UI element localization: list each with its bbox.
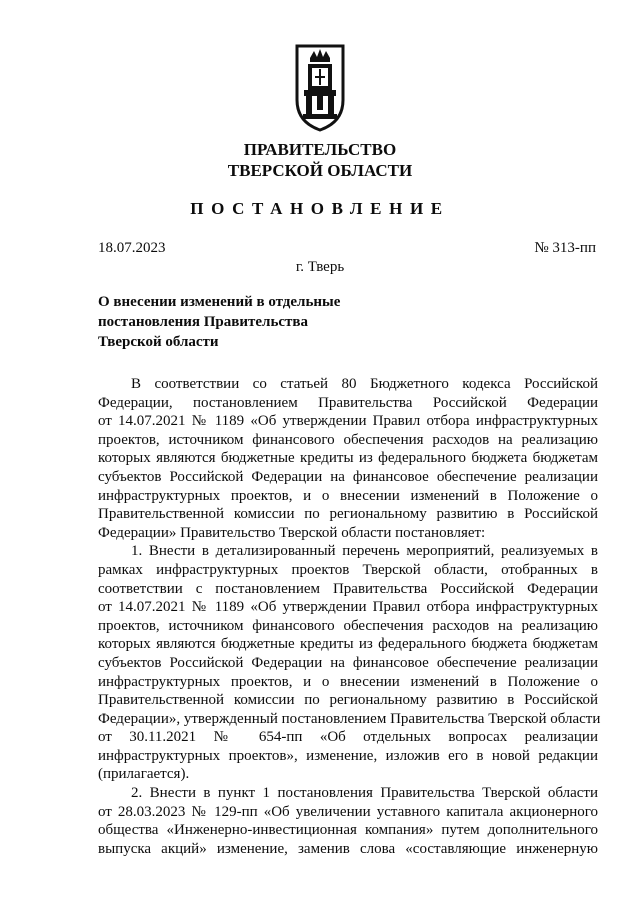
body-line: 1. Внести в детализированный перечень мероприятий, реализуемых в bbox=[131, 543, 598, 560]
body-line: рамках инфраструктурных проектов Тверской области, отобранных в bbox=[98, 561, 598, 578]
document-subject bbox=[98, 292, 340, 352]
body-line: выпуска акций» изменение, заменив слова «составляющие инженерную bbox=[98, 840, 598, 857]
body-line: от 30.11.2021 № 654-пп «Об отдельных вопросах реализации bbox=[98, 729, 598, 746]
subject-line: постановления Правительства bbox=[98, 314, 308, 330]
body-line: которых являются бюджетные кредиты из федерального бюджета бюджетам bbox=[98, 636, 598, 653]
body-line: В соответствии со статьей 80 Бюджетного кодекса Российской bbox=[131, 376, 598, 392]
body-line: инфраструктурных проектов, и о внесении изменений в Положение о bbox=[98, 487, 598, 504]
body-line: Федерации», утвержденный постановлением Правительства Тверской области bbox=[98, 710, 601, 727]
government-name-line1: ПРАВИТЕЛЬСТВО bbox=[243, 140, 397, 159]
body-paragraph bbox=[98, 784, 598, 858]
body-line: которых являются бюджетные кредиты из федерального бюджета бюджетам bbox=[98, 450, 598, 467]
document-city: г. Тверь bbox=[295, 259, 345, 275]
body-line: Правительственной комиссии по региональному развитию в Российской bbox=[98, 506, 598, 523]
document-date: 18.07.2023 bbox=[98, 240, 166, 256]
coat-of-arms-icon bbox=[293, 42, 347, 134]
body-line: субъектов Российской Федерации на финансовое обеспечение реализации bbox=[98, 654, 598, 671]
body-line: общества «Инженерно-инвестиционная компания» путем дополнительного bbox=[98, 822, 598, 839]
body-line: проектов, источником финансового обеспечения расходов на реализацию bbox=[98, 617, 598, 634]
body-line: инфраструктурных проектов, и о внесении изменений в Положение о bbox=[98, 673, 598, 690]
body-line: (прилагается). bbox=[98, 766, 190, 783]
body-line: проектов, источником финансового обеспечения расходов на реализацию bbox=[98, 431, 598, 448]
body-line: от 28.03.2023 № 129-пп «Об увеличении уставного капитала акционерного bbox=[98, 803, 598, 820]
body-line: от 14.07.2021 № 1189 «Об утверждении Правил отбора инфраструктурных bbox=[98, 413, 598, 430]
body-paragraph bbox=[98, 542, 601, 784]
body-line: Правительственной комиссии по региональному развитию в Российской bbox=[98, 692, 598, 709]
body-line: 2. Внести в пункт 1 постановления Правительства Тверской области bbox=[131, 785, 598, 802]
body-line: от 14.07.2021 № 1189 «Об утверждении Правил отбора инфраструктурных bbox=[98, 599, 598, 616]
body-paragraph bbox=[98, 375, 598, 542]
document-body bbox=[98, 375, 601, 858]
document-number: № 313-пп bbox=[534, 240, 596, 256]
subject-line: Тверской области bbox=[98, 334, 219, 350]
government-name-line2: ТВЕРСКОЙ ОБЛАСТИ bbox=[227, 161, 413, 180]
body-line: Федерации» Правительство Тверской области постановляет: bbox=[98, 524, 486, 541]
subject-line: О внесении изменений в отдельные bbox=[98, 294, 341, 310]
body-line: Федерации, постановлением Правительства Российской Федерации bbox=[98, 394, 598, 411]
body-line: соответствии с постановлением Правительства Российской Федерации bbox=[98, 580, 598, 597]
document-type-title: ПОСТАНОВЛЕНИЕ bbox=[190, 199, 450, 218]
body-line: инфраструктурных проектов», изменение, изложив его в новой редакции bbox=[98, 747, 598, 764]
body-line: субъектов Российской Федерации на финансовое обеспечение реализации bbox=[98, 468, 598, 485]
